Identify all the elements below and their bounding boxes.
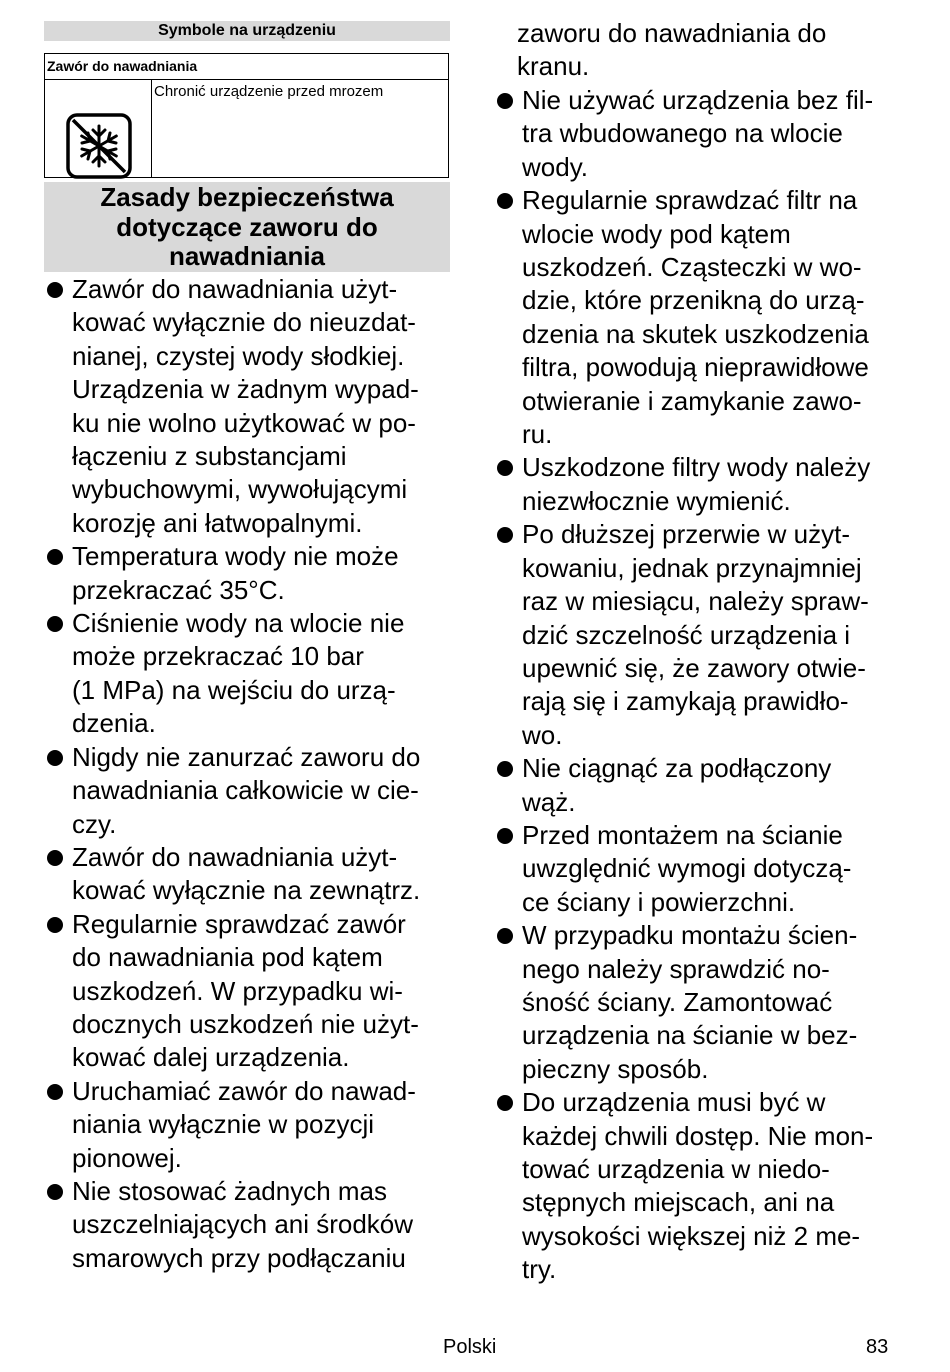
bullet-line: uszczelniających ani środków xyxy=(72,1209,414,1240)
continued-line: zaworu do nawadniania do xyxy=(517,18,827,48)
bullet-item xyxy=(494,84,904,184)
bullet-line: tra wbudowanego na wlocie xyxy=(522,118,843,149)
bullet-line: wąż. xyxy=(522,786,576,817)
bullet-item xyxy=(44,1175,454,1275)
bullet-item xyxy=(494,518,904,752)
bullet-line: W przypadku montażu ścien- xyxy=(522,920,858,951)
bullet-line: czy. xyxy=(72,808,117,839)
bullet-line: (1 MPa) na wejściu do urzą- xyxy=(72,674,396,705)
bullet-item xyxy=(44,741,454,841)
bullet-line: Zawór do nawadniania użyt- xyxy=(72,841,398,872)
bullet-item xyxy=(44,841,454,908)
bullet-line: Ciśnienie wody na wlocie nie xyxy=(72,608,405,639)
bullet-line: uwzględnić wymogi dotyczą- xyxy=(522,853,852,884)
bullet-line: wysokości większej niż 2 me- xyxy=(522,1220,861,1251)
bullet-item xyxy=(44,908,454,1075)
bullet-line: niezwłocznie wymienić. xyxy=(522,485,791,516)
bullet-line: wybuchowymi, wywołującymi xyxy=(72,474,408,505)
bullet-line: przekraczać 35°C. xyxy=(72,574,285,605)
bullet-line: urządzenia na ścianie w bez- xyxy=(522,1020,858,1051)
bullet-item xyxy=(494,919,904,1086)
page-number: 83 xyxy=(866,1336,889,1358)
bullet-line: pionowej. xyxy=(72,1142,182,1173)
bullet-line: nawadniania całkowicie w cie- xyxy=(72,775,419,806)
bullet-item xyxy=(494,1086,904,1286)
symbols-header: Symbole na urządzeniu xyxy=(44,21,450,41)
bullet-line: try. xyxy=(522,1254,557,1285)
bullet-line: kowaniu, jednak przynajmniej xyxy=(522,552,862,583)
bullet-line: uszkodzeń. Cząsteczki w wo- xyxy=(522,252,862,283)
bullet-line: do nawadniania pod kątem xyxy=(72,942,383,973)
bullet-line: Nie ciągnąć za podłączony xyxy=(522,753,832,784)
bullet-line: upewnić się, że zawory otwie- xyxy=(522,652,866,683)
bullet-line: Po dłuższej przerwie w użyt- xyxy=(522,519,850,550)
bullet-line: może przekraczać 10 bar xyxy=(72,641,364,672)
bullet-line: stępnych miejscach, ani na xyxy=(522,1187,835,1218)
bullet-item xyxy=(494,451,904,518)
bullet-line: każdej chwili dostęp. Nie mon- xyxy=(522,1120,874,1151)
bullet-line: Regularnie sprawdzać zawór xyxy=(72,908,406,939)
bullet-line: Nie stosować żadnych mas xyxy=(72,1175,388,1206)
bullet-line: kować dalej urządzenia. xyxy=(72,1042,350,1073)
section-title-line: Zasady bezpieczeństwa xyxy=(100,182,394,212)
symbols-description: Chronić urządzenie przed mrozem xyxy=(154,83,384,100)
bullet-line: tować urządzenia w niedo- xyxy=(522,1154,830,1184)
bullet-line: pieczny sposób. xyxy=(522,1053,709,1084)
bullet-line: Regularnie sprawdzać filtr na xyxy=(522,185,858,216)
continued-text xyxy=(517,17,826,84)
bullet-line: ru. xyxy=(522,419,553,450)
bullet-line: niania wyłącznie w pozycji xyxy=(72,1109,375,1140)
bullet-line: śność ściany. Zamontować xyxy=(522,986,833,1017)
bullet-item xyxy=(494,184,904,451)
bullet-line: Urządzenia w żadnym wypad- xyxy=(72,374,419,405)
symbols-row-title: Zawór do nawadniania xyxy=(45,54,448,80)
bullet-item xyxy=(44,607,454,741)
bullet-item xyxy=(494,752,904,819)
bullet-item xyxy=(494,819,904,919)
right-bullet-list xyxy=(494,84,904,1287)
bullet-line: korozję ani łatwopalnymi. xyxy=(72,507,363,538)
bullet-line: docznych uszkodzeń nie użyt- xyxy=(72,1008,419,1039)
bullet-line: nego należy sprawdzić no- xyxy=(522,953,830,984)
bullet-line: Temperatura wody nie może xyxy=(72,541,399,572)
bullet-line: Zawór do nawadniania użyt- xyxy=(72,274,398,304)
bullet-line: ku nie wolno użytkować w po- xyxy=(72,407,416,438)
bullet-item xyxy=(44,273,454,540)
symbols-table xyxy=(44,53,449,178)
no-frost-icon xyxy=(65,112,133,180)
bullet-line: kować wyłącznie do nieuzdat- xyxy=(72,307,416,338)
section-title-line: nawadniania xyxy=(168,241,326,271)
bullet-line: wo. xyxy=(522,719,563,750)
bullet-line: dzenia. xyxy=(72,708,156,739)
continued-line: kranu. xyxy=(517,51,590,82)
section-title xyxy=(44,182,450,272)
bullet-line: wody. xyxy=(522,151,588,182)
bullet-line: wlocie wody pod kątem xyxy=(522,218,791,249)
bullet-line: smarowych przy podłączaniu xyxy=(72,1242,406,1273)
bullet-line: raz w miesiącu, należy spraw- xyxy=(522,586,869,617)
bullet-item xyxy=(44,1075,454,1175)
bullet-line: Do urządzenia musi być w xyxy=(522,1087,826,1118)
bullet-line: Nigdy nie zanurzać zaworu do xyxy=(72,741,421,772)
bullet-line: dzie, które przenikną do urzą- xyxy=(522,285,865,316)
bullet-line: Uszkodzone filtry wody należy xyxy=(522,452,871,483)
footer-language: Polski xyxy=(443,1336,497,1358)
section-title-line: dotyczące zaworu do xyxy=(116,211,378,242)
bullet-line: rają się i zamykają prawidło- xyxy=(522,686,849,717)
symbols-icon-cell xyxy=(45,80,152,177)
bullet-line: ce ściany i powierzchni. xyxy=(522,886,796,917)
bullet-line: uszkodzeń. W przypadku wi- xyxy=(72,975,403,1006)
bullet-line: Uruchamiać zawór do nawad- xyxy=(72,1075,416,1106)
left-bullet-list xyxy=(44,273,454,1275)
bullet-line: dzić szczelność urządzenia i xyxy=(522,619,851,650)
bullet-line: nianej, czystej wody słodkiej. xyxy=(72,340,405,371)
bullet-line: Przed montażem na ścianie xyxy=(522,819,843,850)
bullet-line: łączeniu z substancjami xyxy=(72,441,347,472)
bullet-line: kować wyłącznie na zewnątrz. xyxy=(72,875,421,906)
bullet-item xyxy=(44,540,454,607)
bullet-line: filtra, powodują nieprawidłowe xyxy=(522,352,869,383)
bullet-line: Nie używać urządzenia bez fil- xyxy=(522,85,874,115)
bullet-line: otwieranie i zamykanie zawo- xyxy=(522,385,862,416)
bullet-line: dzenia na skutek uszkodzenia xyxy=(522,318,869,349)
